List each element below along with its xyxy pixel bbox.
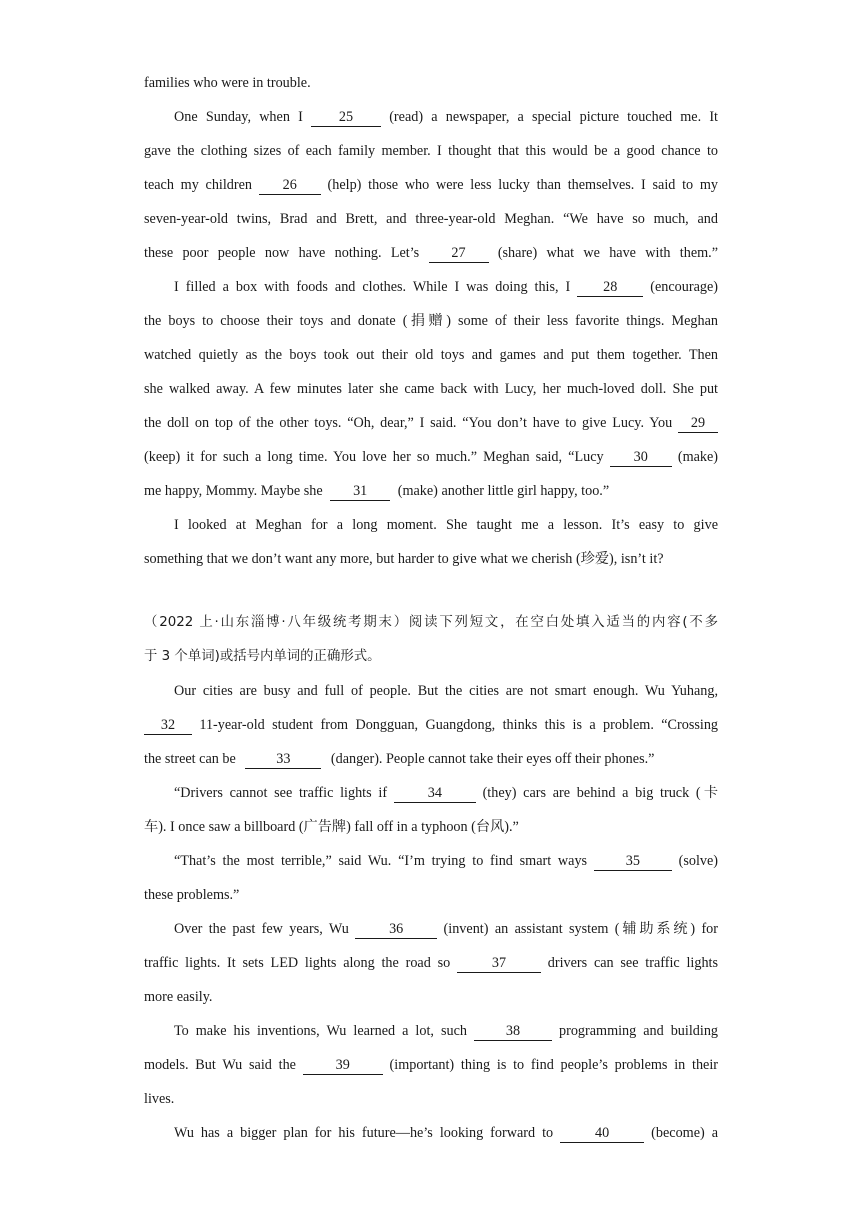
blank-39[interactable]: 39 xyxy=(303,1056,383,1075)
text: (danger). People cannot take their eyes off their phones.” xyxy=(330,751,655,767)
p1-line-09 xyxy=(144,338,718,372)
text: (share) what we have with them.” xyxy=(497,245,718,261)
text: (make) another little girl happy, too.” xyxy=(397,483,610,499)
text: I looked at Meghan for a long moment. She taught me a lesson. It’s easy to give xyxy=(174,517,718,533)
blank-32[interactable]: 32 xyxy=(144,716,192,735)
text: models. But Wu said the xyxy=(144,1057,296,1073)
p2-line-01 xyxy=(144,674,718,708)
text: the doll on top of the other toys. “Oh, dear,” I said. “You don’t have to give Lucy. You xyxy=(144,415,673,431)
blank-28[interactable]: 28 xyxy=(577,278,643,297)
text: Over the past few years, Wu xyxy=(174,921,349,937)
blank-37[interactable]: 37 xyxy=(457,954,541,973)
text: families who were in trouble. xyxy=(144,75,311,91)
text: “Drivers cannot see traffic lights if xyxy=(174,785,388,801)
text: teach my children xyxy=(144,177,253,193)
text: (keep) it for such a long time. You love her so much.” Meghan said, “Lucy xyxy=(144,449,604,465)
p1-line-02 xyxy=(144,100,718,134)
blank-25[interactable]: 25 xyxy=(311,108,381,127)
text: (important) thing is to find people’s problems in their xyxy=(389,1057,719,1073)
p2-line-04 xyxy=(144,776,718,810)
p2-line-03 xyxy=(144,742,718,776)
text: 车). I once saw a billboard (广告牌) fall off in a typhoon (台风).” xyxy=(144,819,519,835)
text: Wu has a bigger plan for his future—he’s looking forward to xyxy=(174,1125,554,1141)
p2-line-10 xyxy=(144,980,718,1014)
text: drivers can see traffic lights xyxy=(547,955,718,971)
p1-line-05 xyxy=(144,202,718,236)
text: (become) a xyxy=(651,1125,719,1141)
text: traffic lights. It sets LED lights along the road so xyxy=(144,955,451,971)
text: (solve) xyxy=(678,853,719,869)
p2-line-11 xyxy=(144,1014,718,1048)
blank-26[interactable]: 26 xyxy=(259,176,321,195)
text: (help) those who were less lucky than themselves. I said to my xyxy=(327,177,719,193)
blank-40[interactable]: 40 xyxy=(560,1124,644,1143)
p1-line-11 xyxy=(144,406,718,440)
p1-line-03 xyxy=(144,134,718,168)
blank-31[interactable]: 31 xyxy=(330,482,390,501)
p1-line-01 xyxy=(144,66,718,100)
p2-line-13 xyxy=(144,1082,718,1116)
blank-36[interactable]: 36 xyxy=(355,920,437,939)
text: something that we don’t want any more, but harder to give what we cherish (珍爱), isn’t it? xyxy=(144,551,664,567)
text: these problems.” xyxy=(144,887,240,903)
section-header: （2022 上·山东淄博·八年级统考期末）阅读下列短文，在空白处填入适当的内容(不多 xyxy=(144,615,718,630)
blank-33[interactable]: 33 xyxy=(245,750,321,769)
blank-38[interactable]: 38 xyxy=(474,1022,552,1041)
text: (invent) an assistant system (辅助系统) for xyxy=(443,921,719,937)
text: To make his inventions, Wu learned a lot, such xyxy=(174,1023,467,1039)
p1-line-14 xyxy=(144,508,718,542)
text: Our cities are busy and full of people. But the cities are not smart enough. Wu Yuhang, xyxy=(174,683,718,699)
text: 11-year-old student from Dongguan, Guangdong, thinks this is a problem. “Crossing xyxy=(199,717,719,733)
section-header-line-2 xyxy=(144,640,718,674)
p2-line-08 xyxy=(144,912,718,946)
text: me happy, Mommy. Maybe she xyxy=(144,483,323,499)
text: more easily. xyxy=(144,989,213,1005)
blank-29[interactable]: 29 xyxy=(678,414,718,433)
p2-line-12 xyxy=(144,1048,718,1082)
blank-35[interactable]: 35 xyxy=(594,852,672,871)
p2-line-09 xyxy=(144,946,718,980)
p2-line-02 xyxy=(144,708,718,742)
text: gave the clothing sizes of each family member. I thought that this would be a good chance to xyxy=(144,143,718,159)
text: the street can be xyxy=(144,751,236,767)
text: (read) a newspaper, a special picture touched me. It xyxy=(389,109,718,125)
text: the boys to choose their toys and donate (捐赠) some of their less favorite things. Meghan xyxy=(144,313,718,329)
p2-line-14 xyxy=(144,1116,718,1150)
p1-line-07 xyxy=(144,270,718,304)
text: lives. xyxy=(144,1091,175,1107)
text: I filled a box with foods and clothes. While I was doing this, I xyxy=(174,279,571,295)
p1-line-04 xyxy=(144,168,718,202)
text: watched quietly as the boys took out their old toys and games and put them together. Then xyxy=(144,347,718,363)
text: seven-year-old twins, Brad and Brett, and three-year-old Meghan. “We have so much, and xyxy=(144,211,718,227)
text: she walked away. A few minutes later she came back with Lucy, her much-loved doll. She put xyxy=(144,381,718,397)
text: “That’s the most terrible,” said Wu. “I’m trying to find smart ways xyxy=(174,853,588,869)
p1-line-12 xyxy=(144,440,718,474)
blank-30[interactable]: 30 xyxy=(610,448,672,467)
p1-line-13 xyxy=(144,474,718,508)
p1-line-06 xyxy=(144,236,718,270)
p1-line-08 xyxy=(144,304,718,338)
p1-line-15 xyxy=(144,542,718,576)
text: (they) cars are behind a big truck (卡 xyxy=(482,785,719,801)
section-header: 于 3 个单词)或括号内单词的正确形式。 xyxy=(144,649,381,664)
blank-27[interactable]: 27 xyxy=(429,244,489,263)
p2-line-07 xyxy=(144,878,718,912)
p1-line-10 xyxy=(144,372,718,406)
p2-line-06 xyxy=(144,844,718,878)
section-header-line-1 xyxy=(144,606,718,640)
p2-line-05 xyxy=(144,810,718,844)
text: these poor people now have nothing. Let’s xyxy=(144,245,420,261)
text: (make) xyxy=(677,449,719,465)
text: One Sunday, when I xyxy=(174,109,303,125)
text: programming and building xyxy=(559,1023,719,1039)
blank-34[interactable]: 34 xyxy=(394,784,476,803)
text: (encourage) xyxy=(650,279,718,295)
